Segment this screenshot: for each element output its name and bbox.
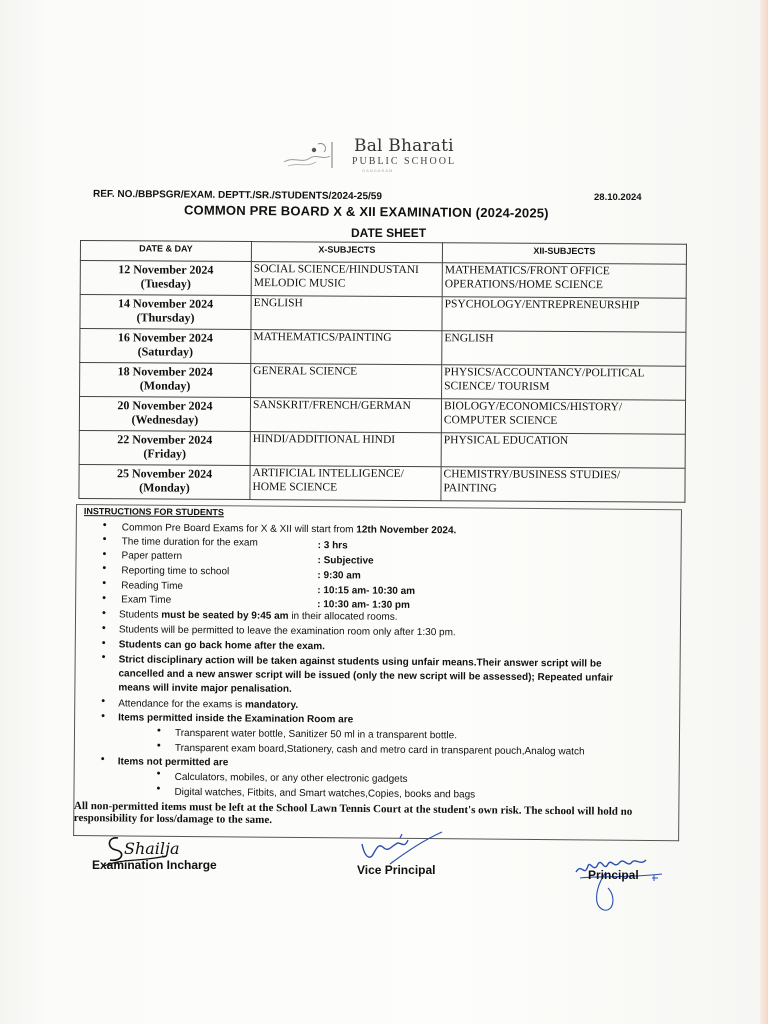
xii-subject-cell	[441, 433, 685, 468]
page-edge	[760, 0, 768, 1024]
exam-day: (Thursday)	[136, 310, 195, 325]
bullet-icon: •	[102, 533, 107, 546]
bullet-icon: •	[102, 577, 107, 590]
bullet-icon: •	[101, 695, 106, 708]
xii-subject-line: SCIENCE/ TOURISM	[444, 379, 550, 393]
bullet-icon: •	[101, 710, 106, 723]
table-row	[80, 363, 686, 401]
xii-subject-cell	[442, 365, 686, 400]
x-subject-line: MATHEMATICS/PAINTING	[253, 331, 392, 344]
table-row	[80, 261, 686, 299]
date-cell	[80, 295, 251, 330]
x-subject-cell	[251, 330, 442, 365]
exam-day: (Friday)	[143, 446, 187, 461]
xii-subject-line: BIOLOGY/ECONOMICS/HISTORY/	[443, 400, 623, 414]
page-subtitle: DATE SHEET	[351, 226, 427, 240]
table-row	[80, 329, 686, 367]
instruction-item: Students will be permitted to leave the examination room only after 1:30 pm.	[118, 624, 456, 639]
date-cell	[80, 261, 251, 296]
column-header-xii: XII-SUBJECTS	[442, 243, 686, 264]
bullet-icon: •	[156, 739, 161, 752]
xii-subject-line: CHEMISTRY/BUSINESS STUDIES/	[443, 468, 621, 482]
xii-subject-line: PSYCHOLOGY/ENTREPRENEURSHIP	[444, 298, 640, 312]
signature-text: Shailja	[124, 839, 180, 858]
xii-subject-line: MATHEMATICS/FRONT OFFICE	[444, 264, 610, 278]
bullet-icon: •	[102, 562, 107, 575]
date-cell	[80, 363, 251, 398]
xii-subject-line: OPERATIONS/HOME SCIENCE	[444, 277, 603, 291]
exam-date: 12 November 2024	[118, 262, 214, 277]
xii-subject-line: PAINTING	[443, 481, 497, 495]
instruction-item: Items not permitted are	[117, 756, 229, 769]
date-cell	[79, 430, 250, 465]
bullet-icon: •	[101, 607, 106, 620]
xii-subject-cell	[442, 263, 686, 298]
instruction-item: Exam Time	[121, 594, 172, 606]
bullet-icon: •	[156, 782, 161, 795]
principal-signature	[566, 852, 676, 916]
exam-day: (Saturday)	[137, 344, 194, 359]
xii-subject-cell	[442, 297, 686, 332]
xii-subject-cell	[442, 331, 686, 366]
column-header-x: X-SUBJECTS	[251, 242, 442, 263]
bullet-icon: •	[101, 637, 106, 650]
column-header-date: DATE & DAY	[80, 241, 251, 262]
table-row	[80, 295, 686, 333]
date-cell	[79, 464, 250, 499]
exam-date: 20 November 2024	[117, 398, 213, 413]
exam-day: (Wednesday)	[131, 412, 199, 427]
exam-date: 14 November 2024	[118, 296, 214, 311]
instruction-emphasis: 12th November 2024.	[356, 524, 457, 537]
instruction-item	[118, 698, 298, 712]
exam-date: 16 November 2024	[117, 330, 213, 345]
xii-subject-line: PHYSICS/ACCOUNTANCY/POLITICAL	[444, 366, 645, 380]
date-cell	[79, 397, 250, 432]
x-subject-cell	[250, 398, 441, 433]
x-subject-line: HINDI/ADDITIONAL HINDI	[252, 433, 396, 446]
bullet-icon: •	[101, 651, 106, 664]
xii-subject-cell	[441, 399, 685, 434]
vice-principal-label: Vice Principal	[357, 863, 436, 877]
x-subject-cell	[251, 262, 442, 297]
logo-emblem-icon	[280, 138, 346, 172]
instruction-text: Students	[118, 609, 162, 621]
instruction-text: Attendance for the exams is	[118, 698, 246, 711]
reference-number: REF. NO./BBPSGR/EXAM. DEPTT./SR./STUDENTS/2024-25/59	[92, 188, 383, 203]
x-subject-cell	[251, 296, 442, 331]
bullet-icon: •	[100, 753, 105, 766]
instruction-item: Strict disciplinary action will be taken against students using unfair means.Their answer script will be	[118, 654, 602, 670]
school-name: Bal Bharati	[354, 136, 454, 156]
instructions-title: INSTRUCTIONS FOR STUDENTS	[83, 506, 224, 518]
instruction-item: Paper pattern	[121, 550, 183, 562]
exam-day: (Tuesday)	[140, 276, 191, 291]
xii-subject-cell	[441, 467, 685, 502]
examination-incharge-label: Examination Incharge	[92, 858, 217, 872]
instruction-subitem: Digital watches, Fitbits, and Smart watches,Copies, books and bags	[174, 786, 476, 801]
xii-subject-line: PHYSICAL EDUCATION	[443, 434, 569, 447]
date-sheet-table	[78, 240, 687, 503]
x-subject-line: SANSKRIT/FRENCH/GERMAN	[252, 399, 411, 413]
instruction-item: The time duration for the exam	[121, 536, 258, 549]
bullet-icon: •	[156, 767, 161, 780]
instruction-subitem: Transparent water bottle, Sanitizer 50 ml in a transparent bottle.	[174, 727, 458, 742]
bullet-icon: •	[156, 724, 161, 737]
instruction-item: Students can go back home after the exam.	[118, 639, 325, 653]
page-title: COMMON PRE BOARD X & XII EXAMINATION (2024-2025)	[183, 202, 549, 221]
table-row	[79, 464, 685, 502]
xii-subject-line: COMPUTER SCIENCE	[443, 413, 558, 427]
instruction-value: : 10:30 am- 1:30 pm	[317, 599, 411, 611]
x-subject-line: GENERAL SCIENCE	[253, 365, 358, 378]
instruction-text: in their allocated rooms.	[288, 610, 398, 623]
instruction-item	[119, 609, 398, 623]
instruction-item: Reading Time	[121, 580, 184, 592]
instructions-box	[73, 504, 682, 841]
instruction-text: Common Pre Board Exams for X & XII will start from	[121, 522, 357, 536]
table-row	[79, 397, 685, 435]
x-subject-cell	[250, 466, 441, 501]
table-row	[79, 430, 685, 468]
x-subject-cell	[251, 364, 442, 399]
instruction-item: means will invite major penalisation.	[118, 682, 292, 695]
bullet-icon: •	[102, 592, 107, 605]
bullet-icon: •	[102, 548, 107, 561]
exam-date: 22 November 2024	[117, 432, 213, 447]
principal-label: Principal	[588, 868, 639, 882]
x-subject-line: HOME SCIENCE	[252, 480, 338, 494]
instruction-item: cancelled and a new answer script will be issued (only the new script will be assessed); Repeated unfair	[118, 668, 614, 684]
x-subject-line: MELODIC MUSIC	[253, 276, 346, 290]
non-permitted-note: All non-permitted items must be left at the School Lawn Tennis Court at the student's own risk. The school will hold no responsibility for loss/damage to the same.	[73, 800, 633, 827]
bullet-icon: •	[101, 622, 106, 635]
instruction-value: : 10:15 am- 10:30 am	[317, 585, 416, 597]
instruction-emphasis: must be seated by 9:45 am	[161, 609, 289, 622]
instruction-item	[122, 522, 457, 537]
school-tagline: GANGARAM	[362, 168, 394, 173]
school-logo	[280, 136, 480, 178]
school-subtitle: PUBLIC SCHOOL	[352, 156, 457, 167]
instruction-subitem: Transparent exam board,Stationery, cash and metro card in transparent pouch,Analog watch	[174, 742, 585, 758]
x-subject-line: ARTIFICIAL INTELLIGENCE/	[252, 467, 404, 480]
instruction-subitem: Calculators, mobiles, or any other electronic gadgets	[174, 771, 408, 785]
exam-date: 18 November 2024	[117, 364, 213, 379]
x-subject-line: ENGLISH	[253, 297, 303, 310]
exam-day: (Monday)	[139, 378, 191, 393]
x-subject-cell	[250, 432, 441, 467]
exam-day: (Monday)	[139, 480, 190, 495]
bullet-icon: •	[102, 519, 107, 532]
xii-subject-line: ENGLISH	[444, 332, 494, 345]
issue-date: 28.10.2024	[594, 192, 642, 203]
exam-date: 25 November 2024	[116, 466, 213, 481]
instruction-item: Items permitted inside the Examination Room are	[118, 712, 354, 726]
instruction-emphasis: mandatory.	[244, 699, 299, 711]
date-cell	[80, 329, 251, 364]
x-subject-line: SOCIAL SCIENCE/HINDUSTANI	[253, 263, 419, 277]
instruction-value: : 9:30 am	[317, 570, 361, 582]
instruction-item: Reporting time to school	[121, 565, 230, 578]
instruction-value: : Subjective	[317, 555, 374, 567]
instruction-value: : 3 hrs	[317, 540, 348, 552]
